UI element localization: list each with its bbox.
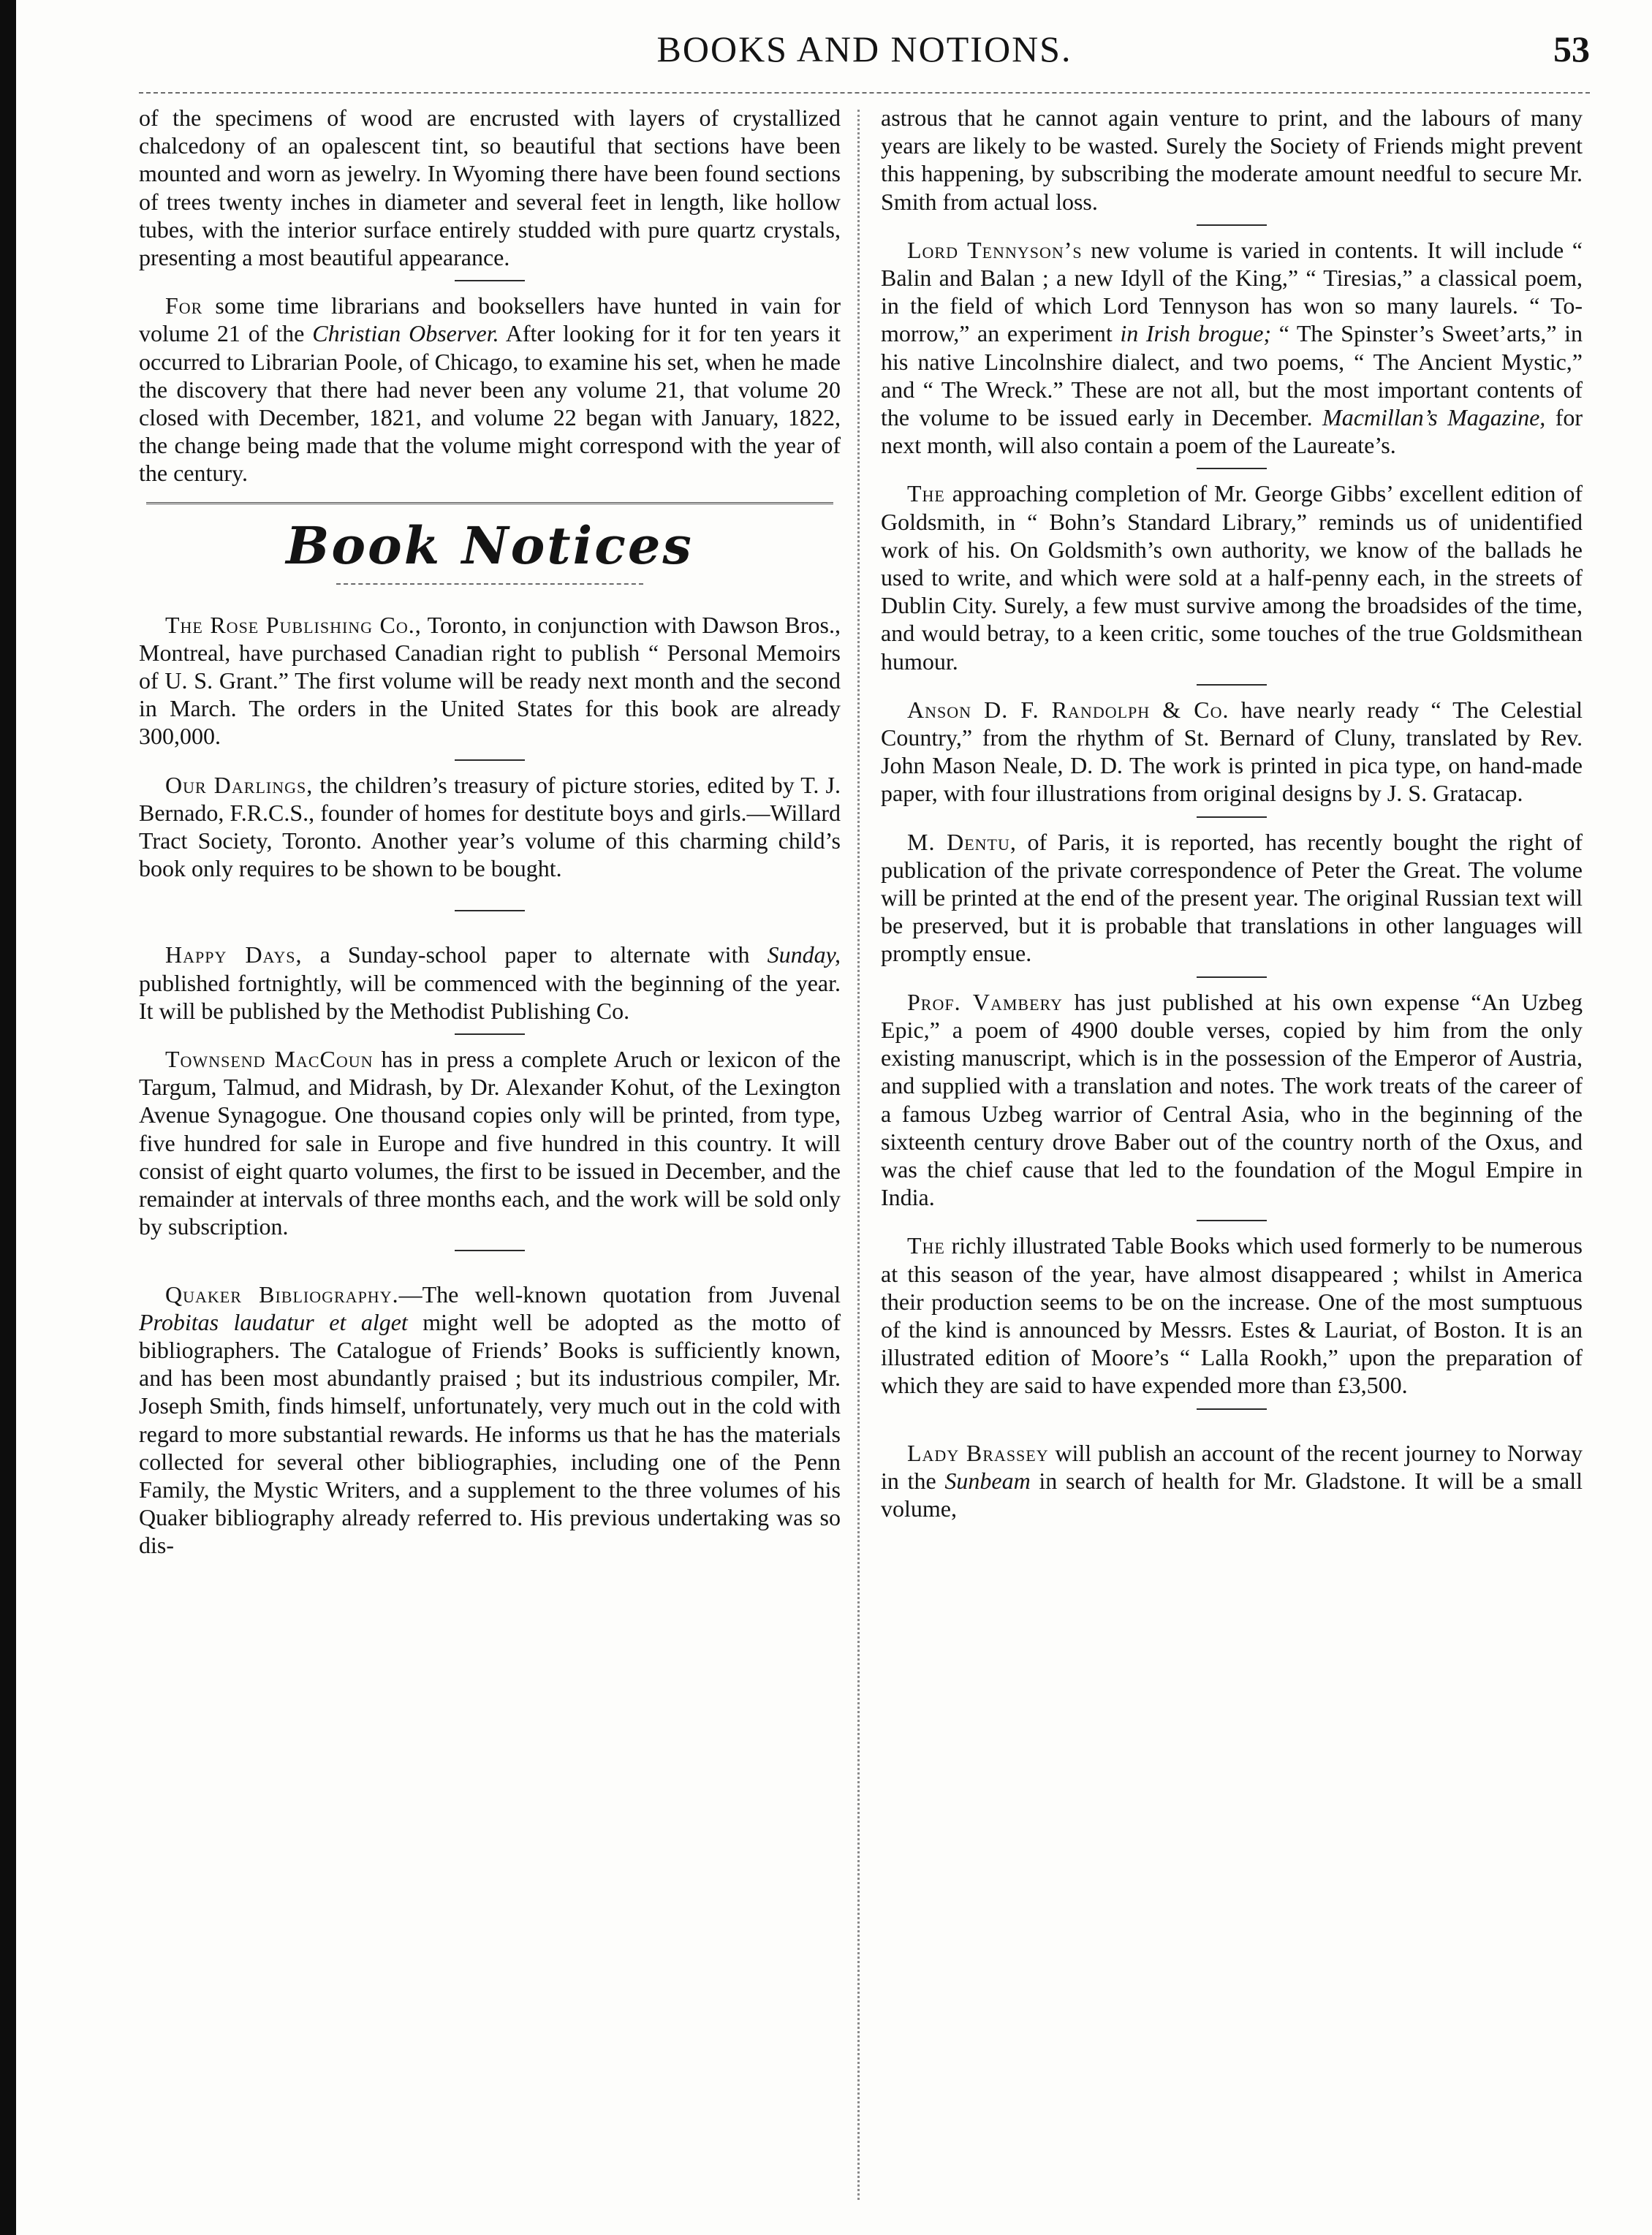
- notice-lead: Lord Tennyson’s: [907, 236, 1083, 263]
- paragraph-continuation: astrous that he cannot again venture to print, and the labours of many years are likely to be wasted. Surely the Society of Friends might prevent this happening, by subscribing the moderate amount needful to secure Mr. Smith from actual loss.: [881, 105, 1583, 215]
- separator-rule: [1197, 1220, 1267, 1221]
- notice-lead: M. Dentu,: [907, 828, 1017, 855]
- notice-lead: Townsend MacCoun: [165, 1046, 374, 1073]
- separator-rule: [1197, 1408, 1267, 1410]
- separator-rule: [455, 1250, 525, 1251]
- notice-quaker-bibliography: [139, 1280, 841, 1560]
- separator-rule: [455, 759, 525, 761]
- italic-title: Sunday,: [767, 941, 841, 968]
- separator-rule: [1197, 684, 1267, 686]
- notice-text: “ The Spinster’s Sweet’arts,” in his native Lincolnshire dialect, and two poems, “ The Ancient Mystic,” and “ The Wreck.” These are not all, but the most important contents of the volume to be issued early in December.: [881, 320, 1583, 431]
- notice-text: published fortnightly, will be commenced with the beginning of the year. It will be published by the Methodist Publishing Co.: [139, 969, 841, 1024]
- notice-happy-days: [139, 941, 841, 1025]
- notice-text: for next month, will also contain a poem of the Laureate’s.: [881, 404, 1583, 459]
- notice-text: the children’s treasury of picture stories, edited by T. J. Bernado, F.R.C.S., founder of homes for destitute boys and girls.—Willard Tract Society, Toronto. Another year’s volume of this charming child’s book only requires to be shown to be bought.: [139, 771, 841, 882]
- notice-text: has in press a complete Aruch or lexicon of the Targum, Talmud, and Midrash, by Dr. Alexander Kohut, of the Lexington Avenue Synagogue. One thousand copies only will be printed, from type, five hundred for sale in Europe and five hundred in this country. It will consist of eight quarto volumes, the first to be issued in December, and the remainder at intervals of three months each, and the work will be sold only by subscription.: [139, 1046, 841, 1240]
- notice-text: richly illustrated Table Books which used formerly to be numerous at this season of the year, have almost disappeared ; whilst in America their production seems to be on the increase. One of the most sumptuous of the kind is announced by Messrs. Estes & Lauriat, of Boston. It is an illustrated edition of Moore’s “ Lalla Rookh,” upon the preparation of which they are said to have expended more than £3,500.: [881, 1232, 1583, 1399]
- notice-table-books: [881, 1232, 1583, 1399]
- notice-lead: The Rose Publishing Co.,: [165, 611, 422, 638]
- notice-randolph: [881, 696, 1583, 808]
- separator-rule: [455, 280, 525, 281]
- page-number: 53: [1553, 29, 1590, 69]
- notice-text: approaching completion of Mr. George Gibbs’ excellent edition of Goldsmith, in “ Bohn’s Standard Library,” reminds us of unidentified work of his. On Goldsmith’s own authority, we know of the ballads he used to write, and which were sold at a half-penny each, in the streets of Dublin City. Surely, a few must survive among the broadsides of the time, and would betray, to a keen critic, some touches of the true Goldsmithean humour.: [881, 480, 1583, 675]
- notice-text: —The well-known quotation from Juvenal: [398, 1280, 841, 1308]
- italic-phrase: in Irish brogue;: [1120, 320, 1272, 347]
- running-title: BOOKS AND NOTIONS.: [656, 29, 1072, 69]
- notice-dentu: [881, 828, 1583, 968]
- notice-text: have nearly ready “ The Celestial Country,” from the rhythm of St. Bernard of Cluny, translated by Rev. John Mason Neale, D. D. The work is printed in pica type, on hand-made paper, with four illustrations from original designs by J. S. Gratacap.: [881, 696, 1583, 807]
- notice-lead: Lady Brassey: [907, 1439, 1049, 1466]
- separator-rule: [1197, 468, 1267, 469]
- notice-lead: The: [907, 1232, 945, 1259]
- notice-goldsmith: [881, 479, 1583, 675]
- italic-quotation: Probitas laudatur et alget: [139, 1308, 408, 1335]
- section-heading: Book Notices: [286, 515, 694, 576]
- separator-rule: [455, 910, 525, 911]
- notice-text: will publish an account of the recent journey to Norway in the: [881, 1439, 1583, 1494]
- separator-rule: [1197, 816, 1267, 818]
- separator-rule: [1197, 976, 1267, 978]
- italic-title: Sunbeam: [944, 1467, 1031, 1494]
- notice-text: has just published at his own expense “An Uzbeg Epic,” a poem of 4900 double verses, copied by him from the only existing manuscript, which is in the possession of the Emperor of Austria, and supplied with a translation and notes. The work treats of the career of a famous Uzbeg warrior of Central Asia, who in the beginning of the sixteenth century drove Baber out of the country north of the Oxus, and was the chief cause that led to the foundation of the Mogul Empire in India.: [881, 988, 1583, 1211]
- paragraph-petrified-wood: of the specimens of wood are encrusted with layers of crystallized chalcedony of an opalescent tint, so beautiful that sections have been mounted and worn as jewelry. In Wyoming there have been found sections of trees twenty inches in diameter and several feet in length, like hollow tubes, with the interior surface entirely studded with pure quartz crystals, presenting a most beautiful appearance.: [139, 105, 841, 271]
- paragraph-text: some time librarians and booksellers have hunted in vain for volume 21 of the: [139, 292, 841, 347]
- notice-text: in search of health for Mr. Gladstone. It will be a small volume,: [881, 1467, 1583, 1522]
- notice-lead: Anson D. F. Randolph & Co.: [907, 696, 1229, 723]
- section-underline: [336, 583, 643, 585]
- notice-lead: Quaker Bibliography.: [165, 1280, 399, 1308]
- italic-title: Macmillan’s Magazine,: [1322, 404, 1546, 431]
- notice-lead: Prof. Vambery: [907, 988, 1063, 1015]
- notice-text: Toronto, in conjunction with Dawson Bros., Montreal, have purchased Canadian right to publish “ Personal Memoirs of U. S. Grant.” The first volume will be ready next month and the second in March. The orders in the United States for this book are already 300,000.: [139, 611, 841, 750]
- notice-rose-publishing: [139, 611, 841, 751]
- page-binding-edge: [0, 0, 16, 2235]
- notice-lady-brassey: [881, 1439, 1583, 1523]
- left-column: [139, 104, 841, 2216]
- notice-lead: Our Darlings,: [165, 771, 314, 798]
- page-header: [139, 20, 1590, 83]
- column-separator: [857, 110, 860, 2200]
- right-column: [881, 104, 1583, 2216]
- spacer: [139, 922, 841, 941]
- italic-title: Christian Observer.: [312, 320, 499, 347]
- spacer: [139, 882, 841, 901]
- notice-lead: Happy Days,: [165, 941, 303, 968]
- notice-townsend-maccoun: [139, 1045, 841, 1240]
- separator-rule: [455, 1033, 525, 1035]
- notice-text: might well be adopted as the motto of bibliographers. The Catalogue of Friends’ Books is sufficiently known, and has been most abundantly praised ; but its industrious compiler, Mr. Joseph Smith, finds himself, unfortunately, very much out in the cold with regard to more substantial rewards. He informs us that he has the materials collected for several other bibliographies, including one of the Penn Family, the Mystic Writers, and a supplement to the three volumes of his Quaker bibliography already referred to. His previous undertaking was so dis-: [139, 1308, 841, 1559]
- paragraph-text: After looking for it for ten years it occurred to Librarian Poole, of Chicago, to examine his set, when he made the discovery that there had never been any volume 21, that volume 20 closed with December, 1821, and volume 22 began with January, 1822, the change being made that the volume might correspond with the year of the century.: [139, 320, 841, 487]
- section-rule: [146, 502, 833, 504]
- spacer: [139, 1261, 841, 1280]
- notice-tennyson: [881, 236, 1583, 460]
- notice-vambery: [881, 988, 1583, 1212]
- notice-our-darlings: [139, 771, 841, 883]
- notice-text: new volume is varied in contents. It will include “ Balin and Balan ; a new Idyll of the King,” “ Tiresias,” a classical poem, in the field of which Lord Tennyson has won so many laurels. “ To-morrow,” an experiment: [881, 236, 1583, 347]
- header-rule: [139, 92, 1590, 94]
- notice-text: of Paris, it is reported, has recently bought the right of publication of the private correspondence of Peter the Great. The volume will be printed at the end of the present year. The original Russian text will be preserved, but it is probable that translations in other languages will promptly ensue.: [881, 828, 1583, 967]
- notice-text: a Sunday-school paper to alternate with: [302, 941, 768, 968]
- spacer: [881, 1420, 1583, 1439]
- notice-lead: The: [907, 480, 945, 507]
- separator-rule: [1197, 224, 1267, 226]
- lead-word: For: [165, 292, 203, 319]
- paragraph-christian-observer: [139, 292, 841, 487]
